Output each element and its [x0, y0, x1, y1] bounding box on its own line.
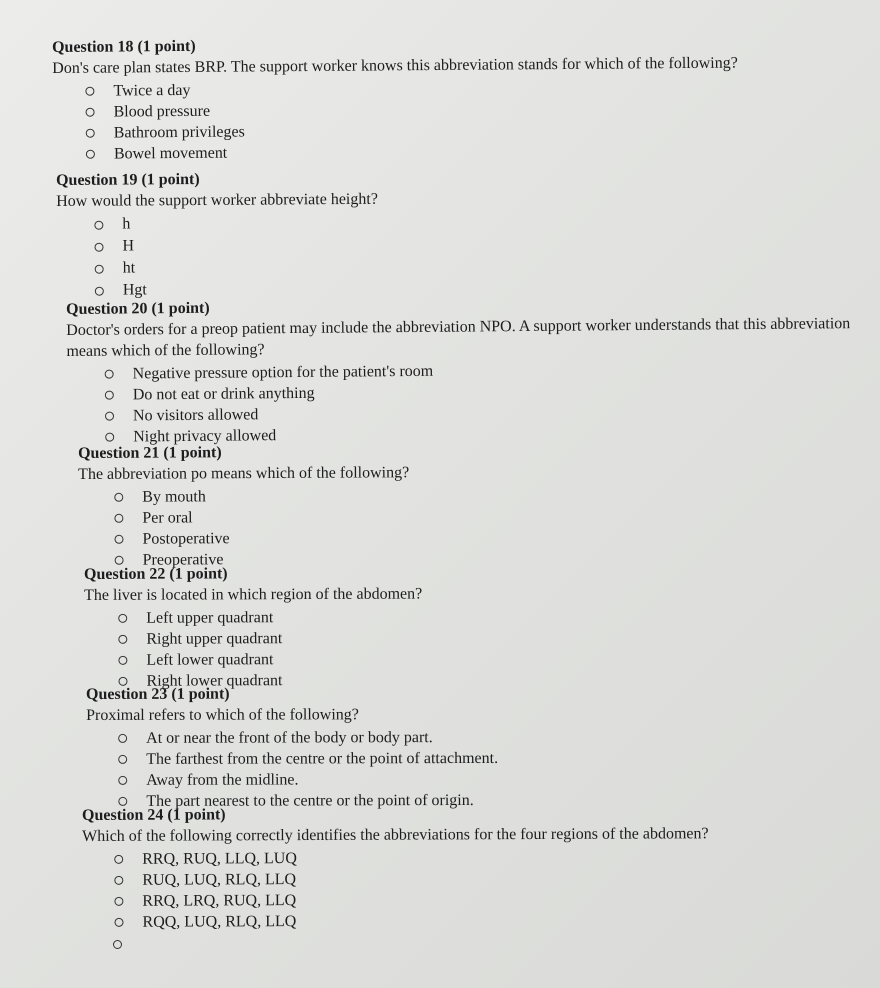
option-label: Right upper quadrant [146, 629, 283, 648]
radio-button-icon[interactable] [115, 556, 124, 565]
option-list [94, 212, 378, 302]
option-label: Per oral [142, 508, 193, 527]
option-label: Hgt [122, 281, 147, 299]
question-title: Question 24 (1 point) [82, 806, 226, 824]
option-label: Twice a day [113, 81, 191, 100]
option-list [105, 357, 868, 448]
answer-option[interactable] [118, 727, 498, 749]
question-20 [66, 293, 867, 448]
question-text: Doctor's orders for a preop patient may include the abbreviation NPO. A support worker understands that this abbreviation means which of the following? [66, 315, 851, 360]
radio-button-icon[interactable] [114, 876, 123, 885]
question-title: Question 20 (1 point) [66, 299, 210, 318]
option-label: The part nearest to the centre or the point of origin. [146, 791, 474, 810]
question-24 [82, 803, 709, 933]
option-label: H [122, 237, 135, 255]
option-label: RUQ, LUQ, RLQ, LLQ [142, 870, 297, 889]
radio-button-icon[interactable] [114, 535, 123, 544]
question-text: How would the support worker abbreviate height? [56, 190, 378, 210]
radio-button-icon[interactable] [105, 370, 114, 379]
answer-option[interactable] [114, 867, 709, 891]
answer-option[interactable] [95, 256, 379, 280]
answer-option[interactable] [94, 212, 378, 236]
question-title: Question 19 (1 point) [56, 170, 200, 189]
option-label: Bathroom privileges [113, 122, 245, 142]
radio-button-icon[interactable] [118, 734, 127, 743]
radio-button-icon[interactable] [95, 286, 104, 295]
answer-option[interactable] [94, 234, 378, 258]
question-title: Question 18 (1 point) [52, 37, 196, 56]
option-label: Preoperative [142, 550, 224, 569]
radio-button-icon[interactable] [86, 150, 95, 159]
option-label: By mouth [142, 487, 206, 506]
radio-button-icon[interactable] [86, 129, 95, 138]
answer-option[interactable] [118, 769, 498, 791]
option-label: Left upper quadrant [146, 608, 274, 627]
radio-button-icon[interactable] [94, 242, 103, 251]
option-list [118, 607, 422, 692]
option-list [114, 485, 409, 571]
radio-button-icon[interactable] [118, 614, 127, 623]
option-label: The farthest from the centre or the point of attachment. [146, 749, 499, 768]
radio-button-icon[interactable] [118, 656, 127, 665]
radio-button-icon[interactable] [105, 412, 114, 421]
radio-button-icon[interactable] [114, 493, 123, 502]
question-title: Question 23 (1 point) [86, 685, 230, 703]
option-label: ht [122, 259, 136, 277]
radio-button-icon[interactable] [114, 514, 123, 523]
question-text: The abbreviation po means which of the following? [78, 464, 410, 483]
option-label: No visitors allowed [132, 405, 259, 424]
answer-option[interactable] [114, 888, 709, 912]
question-text: The liver is located in which region of the abdomen? [84, 585, 423, 604]
answer-option[interactable] [118, 748, 498, 770]
radio-button-icon[interactable] [114, 855, 123, 864]
option-label: RRQ, LRQ, RUQ, LLQ [142, 891, 297, 910]
option-list [85, 76, 738, 165]
radio-button-icon[interactable] [118, 776, 127, 785]
question-title: Question 21 (1 point) [78, 444, 222, 462]
answer-option[interactable] [118, 649, 422, 671]
radio-button-icon[interactable] [118, 755, 127, 764]
option-label: Bowel movement [113, 144, 228, 163]
question-23 [86, 684, 498, 812]
radio-button-icon[interactable] [114, 918, 123, 927]
answer-option[interactable] [114, 527, 409, 550]
question-text: Which of the following correctly identifies the abbreviations for the four regions of the abdomen? [82, 825, 709, 845]
option-label: Night privacy allowed [133, 426, 277, 445]
option-label: RQQ, LUQ, RLQ, LLQ [142, 912, 297, 931]
option-label: Right lower quadrant [146, 671, 283, 690]
answer-option[interactable] [114, 846, 709, 870]
question-text: Don's care plan states BRP. The support worker knows this abbreviation stands for which of the following? [52, 54, 738, 77]
answer-option[interactable] [114, 506, 409, 529]
question-title: Question 22 (1 point) [84, 565, 228, 583]
option-list [118, 727, 498, 812]
answer-option[interactable] [118, 607, 422, 629]
answer-option[interactable] [114, 485, 409, 508]
answer-option[interactable] [118, 628, 422, 650]
radio-button-icon[interactable] [114, 897, 123, 906]
option-label: Do not eat or drink anything [132, 384, 315, 403]
answer-option[interactable] [114, 909, 709, 933]
radio-button-icon[interactable] [94, 220, 103, 229]
question-21 [78, 442, 410, 571]
radio-button-icon[interactable] [118, 797, 127, 806]
option-label: Blood pressure [113, 102, 211, 121]
radio-button-icon[interactable] [113, 940, 122, 949]
question-text: Proximal refers to which of the following? [86, 706, 359, 724]
option-label: Negative pressure option for the patient's room [132, 362, 434, 382]
option-label: Away from the midline. [146, 770, 299, 789]
radio-button-icon[interactable] [105, 391, 114, 400]
question-22 [84, 564, 423, 692]
radio-button-icon[interactable] [105, 433, 114, 442]
option-list [114, 846, 709, 933]
radio-button-icon[interactable] [85, 87, 94, 96]
question-19 [56, 169, 379, 302]
answer-option[interactable] [86, 139, 739, 165]
option-label: At or near the front of the body or body part. [146, 728, 433, 747]
option-label: RRQ, RUQ, LLQ, LUQ [142, 849, 297, 868]
option-label: h [122, 215, 131, 233]
radio-button-icon[interactable] [95, 264, 104, 273]
option-label: Left lower quadrant [146, 650, 274, 669]
question-18 [52, 33, 739, 165]
radio-button-icon[interactable] [86, 108, 95, 117]
radio-button-icon[interactable] [118, 635, 127, 644]
option-label: Postoperative [142, 529, 230, 548]
